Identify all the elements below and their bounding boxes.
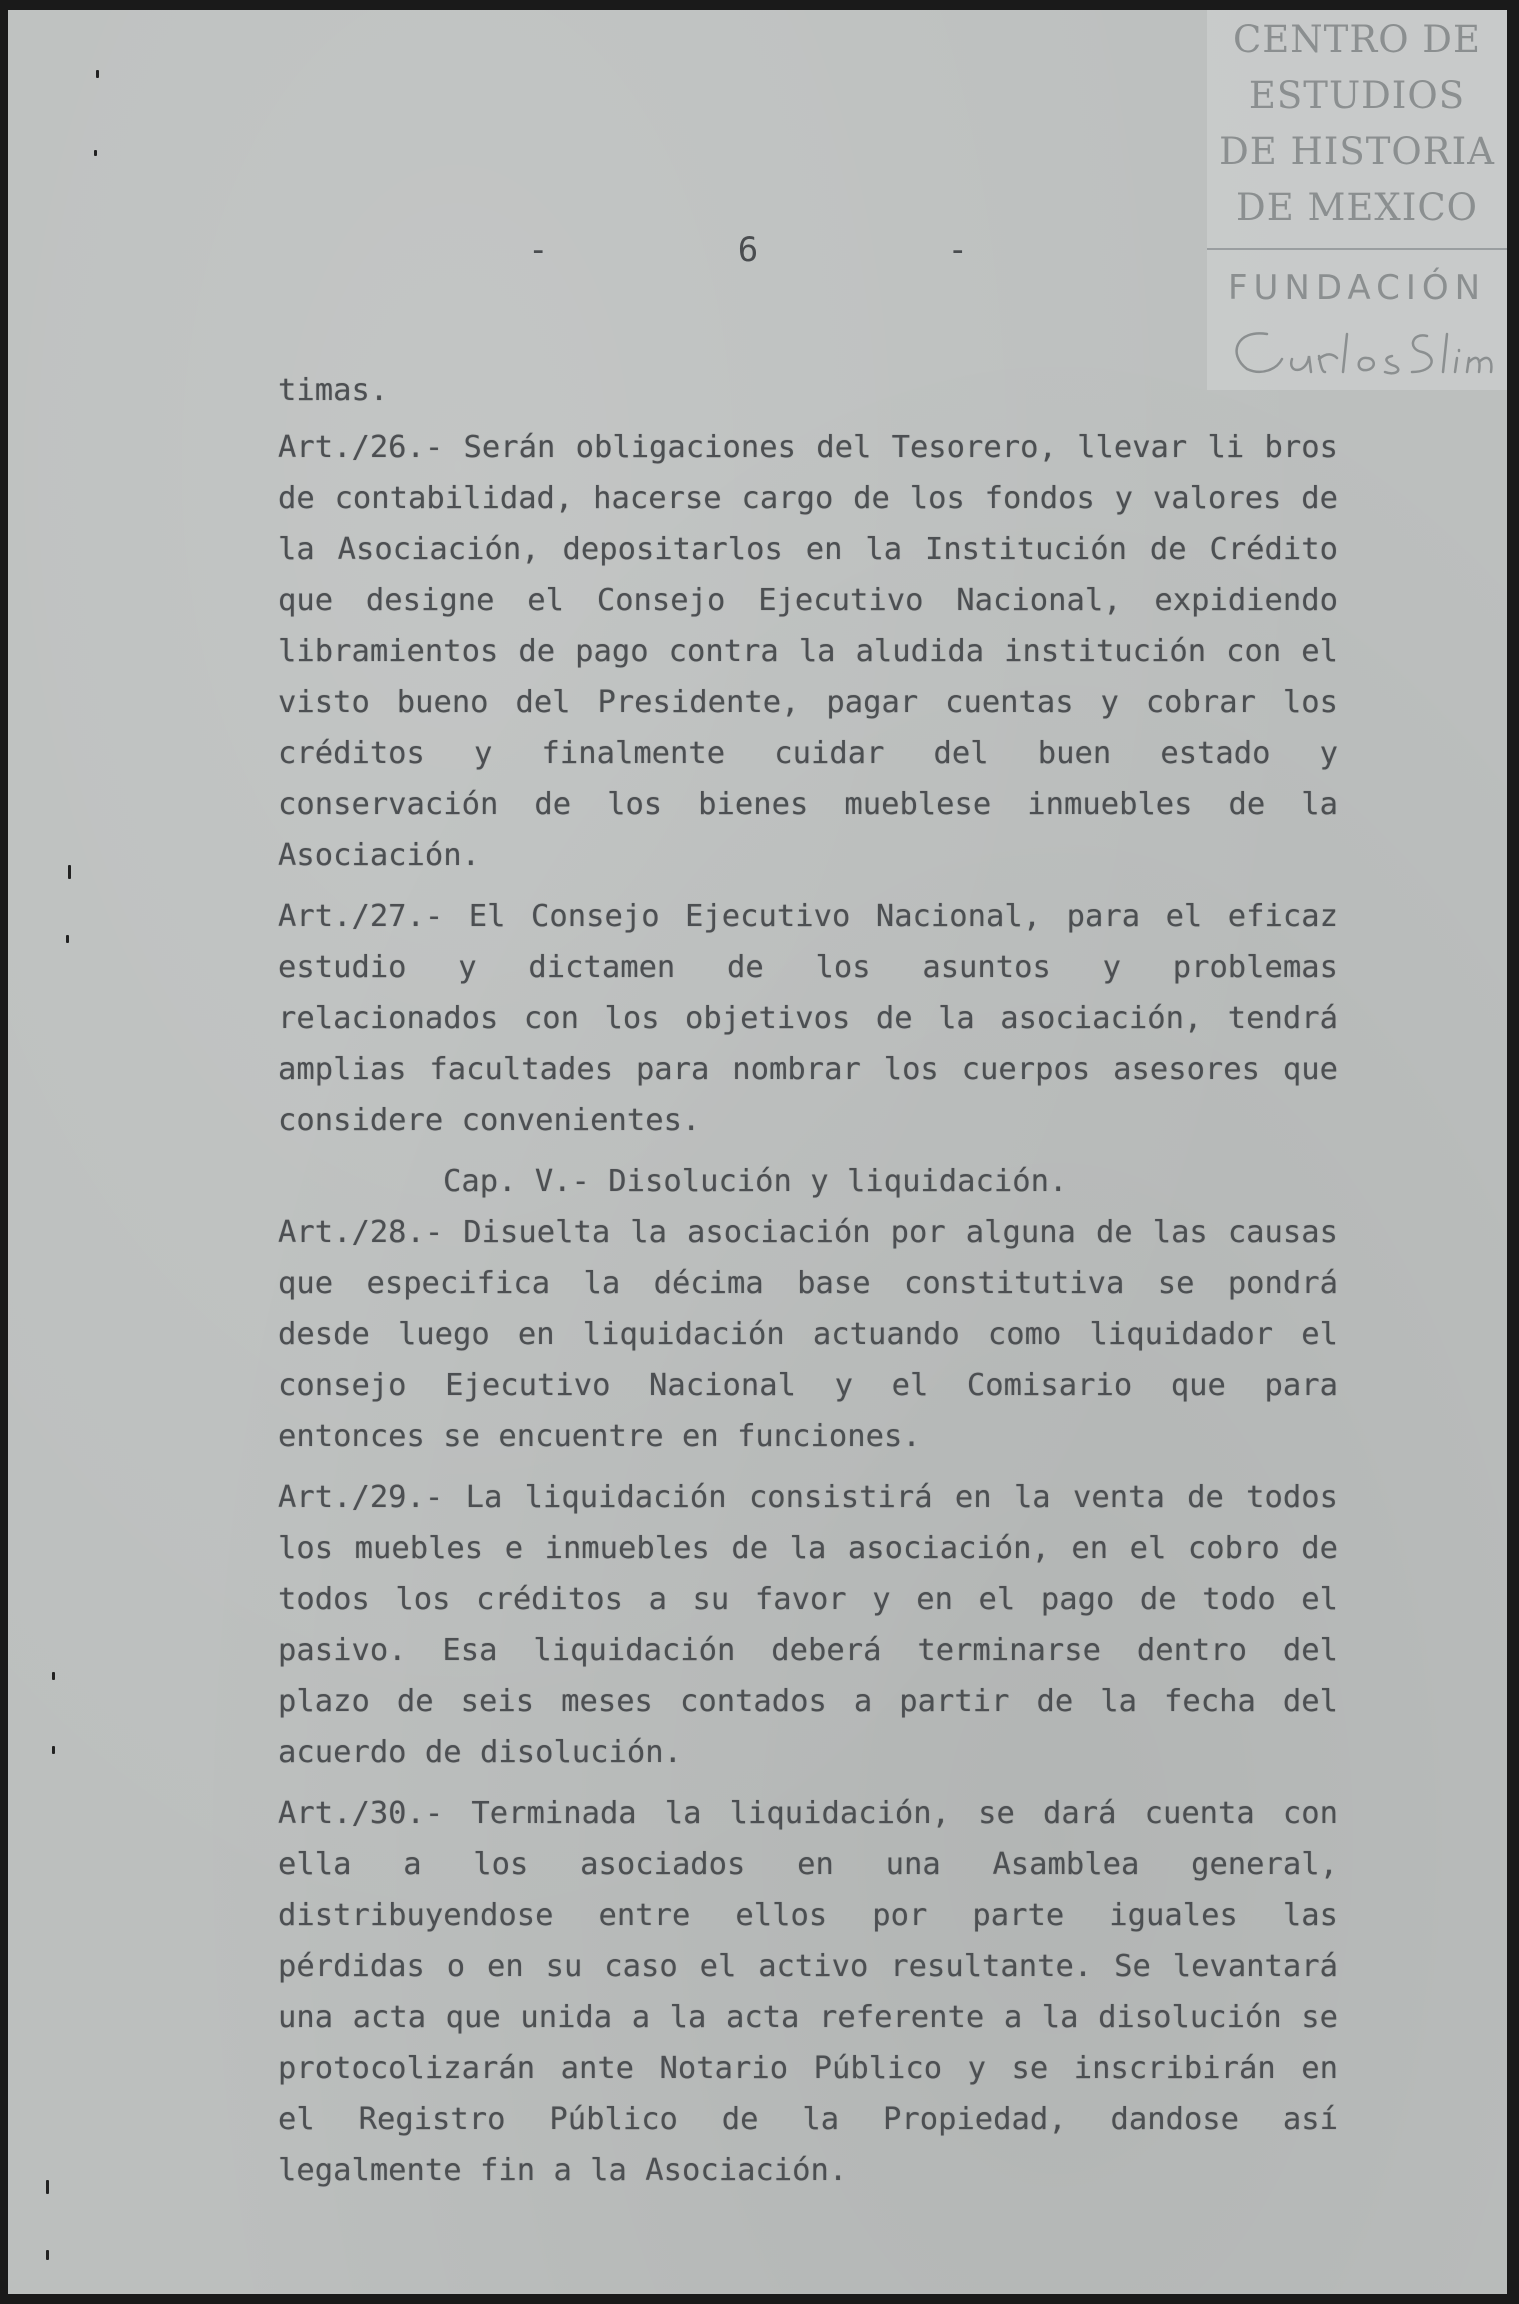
archive-watermark (1207, 10, 1507, 390)
page-number-dash-right: - (947, 230, 968, 270)
margin-mark (52, 1672, 55, 1680)
article-28: Art./28.- Disuelta la asociación por alguna de las causas que especifica la décima base constitutiva se pondrá desde luego en liquidación actuando como liquidador el consejo Ejecutivo Nacional y el Comisario que para entonces se encuentre en funciones. (278, 1215, 1357, 1454)
margin-mark (52, 1746, 55, 1754)
watermark-fundacion: FUNDACIÓN (1227, 268, 1487, 308)
watermark-line-4: DE MEXICO (1236, 186, 1478, 229)
watermark-line-1: CENTRO DE (1232, 18, 1481, 61)
margin-mark (66, 935, 69, 943)
watermark-line-3: DE HISTORIA (1219, 130, 1495, 173)
margin-mark (46, 2180, 49, 2194)
margin-mark (46, 2250, 49, 2260)
page-number (528, 230, 968, 270)
watermark-divider (1207, 248, 1507, 250)
article-27: Art./27.- El Consejo Ejecutivo Nacional, para el eficaz estudio y dictamen de los asuntos y problemas relacionados con los objetivos de la asociación, tendrá amplias facultades para nombrar los cuerpos asesores que considere convenientes. (278, 899, 1357, 1138)
typed-text-body (278, 365, 1357, 2206)
margin-mark (96, 70, 99, 78)
article-30: Art./30.- Terminada la liquidación, se dará cuenta con ella a los asociados en una Asamblea general, distribuyendose entre ellos por parte iguales las pérdidas o en su caso el activo resultante. Se levantará una acta que unida a la acta referente a la disolución se protocolizarán ante Notario Público y se inscribirán en el Registro Público de la Propiedad, dandose así legalmente fin a la Asociación. (278, 1796, 1357, 2188)
paragraph-continuation: timas. (278, 373, 389, 408)
chapter-heading: Cap. V.- Disolución y liquidación. (443, 1164, 1068, 1199)
article-26: Art./26.- Serán obligaciones del Tesorero, llevar li bros de contabilidad, hacerse cargo de los fondos y valores de la Asociación, depositarlos en la Institución de Crédito que designe el Consejo Ejecutivo Nacional, expidiendo libramientos de pago contra la aludida institución con el visto bueno del Presidente, pagar cuentas y cobrar los créditos y finalmente cuidar del buen estado y conservación de los bienes mueblese inmuebles de la Asociación. (278, 430, 1357, 873)
page-number-dash-left: - (528, 230, 549, 270)
margin-mark (94, 150, 97, 156)
document-page (8, 10, 1507, 2294)
watermark-line-2: ESTUDIOS (1248, 74, 1466, 117)
page-number-value: 6 (737, 230, 759, 270)
article-29: Art./29.- La liquidación consistirá en la venta de todos los muebles e inmuebles de la asociación, en el cobro de todos los créditos a su favor y en el pago de todo el pasivo. Esa liquidación deberá terminarse dentro del plazo de seis meses contados a partir de la fecha del acuerdo de disolución. (278, 1480, 1357, 1770)
margin-mark (68, 865, 71, 879)
